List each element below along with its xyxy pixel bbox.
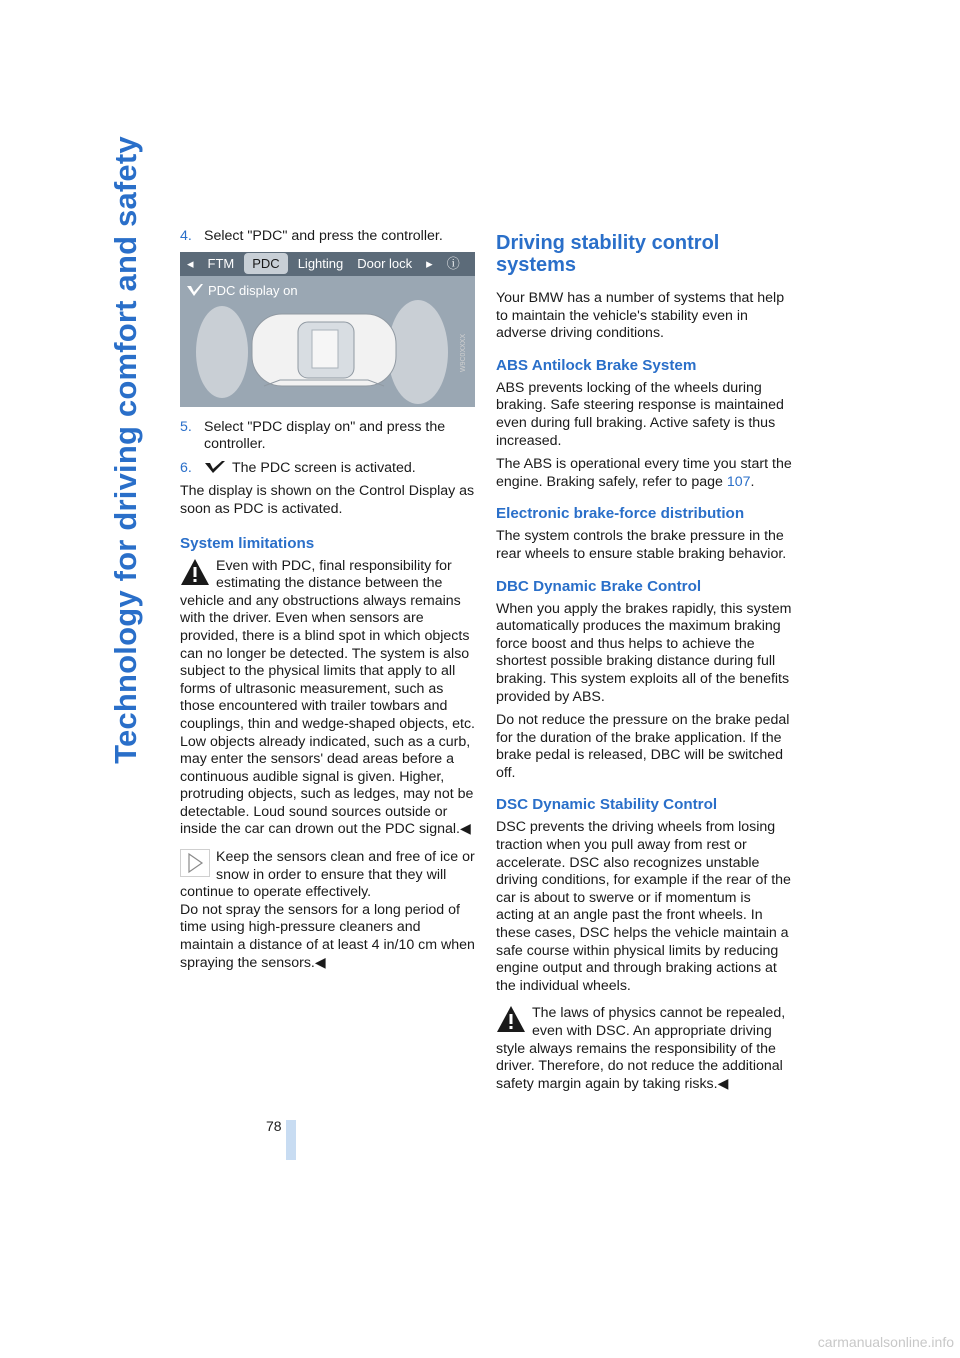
right-column xyxy=(496,232,792,1099)
screen-menu-bar xyxy=(180,252,475,276)
page-number: 78 xyxy=(266,1118,282,1134)
screen-info-icon: ⓘ xyxy=(446,255,460,271)
page-margin-bar xyxy=(286,1120,296,1160)
section-heading-driving-stability: Driving stability control systems xyxy=(496,232,720,276)
screen-tab-lighting: Lighting xyxy=(297,255,344,271)
left-column xyxy=(180,228,476,978)
page-reference-link[interactable]: 107 xyxy=(726,473,751,490)
subheading-ebd: Electronic brake-force distribution xyxy=(496,505,745,523)
checkmark-icon xyxy=(186,283,204,297)
section-heading-system-limitations: System limitations xyxy=(180,534,315,552)
screen-status-text: PDC display on xyxy=(208,282,298,298)
warning-text: Even with PDC, final responsibility for estimating the distance between the vehicle and any obstructions always remains with the driver. Even when sensors are provided, there is a blind spot in which objects can no longer be detected. The system is also subject to the physical limits that apply to all forms of ultrasonic measurement, such as those encountered with trailer towbars and couplings, thin and wedge-shaped objects, etc. Low objects already indicated, such as a curb, may enter the sensors' dead areas before a continuous audible signal is given. Higher, protruding objects, such as ledges, may not be detectable. Loud sound sources outside or inside the car can drown out the PDC signal.◀ xyxy=(180,557,475,838)
pdc-screen-image xyxy=(180,252,475,407)
step-6 xyxy=(180,460,476,478)
pdc-checkmark-icon xyxy=(204,460,228,474)
step-number: 6. xyxy=(180,459,192,476)
warning-triangle-icon xyxy=(496,1005,526,1033)
subheading-dsc: DSC Dynamic Stability Control xyxy=(496,796,718,814)
text: . xyxy=(750,473,755,490)
text: The ABS is operational every time you start the engine. Braking safely, refer to page xyxy=(496,456,792,490)
screen-status xyxy=(186,282,298,300)
warning-text: The laws of physics cannot be repealed, even with DSC. An appropriate driving style always remains the responsibility of the driver. Therefore, do not reduce the additional safety margin again by taking risks.◀ xyxy=(496,1005,786,1092)
subheading-dbc: DBC Dynamic Brake Control xyxy=(496,577,702,595)
info-note xyxy=(180,849,476,972)
screen-tab-pdc: PDC xyxy=(244,253,287,275)
paragraph: When you apply the brakes rapidly, this system automatically produces the maximum braking force boost and thus helps to achieve the shortest possible braking distance during full braking. This system exploits all of the benefits provided by ABS. xyxy=(496,600,792,705)
chapter-title-text: Technology for driving comfort and safety xyxy=(108,136,143,764)
paragraph: Your BMW has a number of systems that help to maintain the vehicle's stability even in adverse driving conditions. xyxy=(496,290,785,342)
screen-arrow-left-icon: ◂ xyxy=(187,255,194,271)
chapter-title xyxy=(96,30,156,870)
subheading-abs: ABS Antilock Brake System xyxy=(496,356,697,374)
step-5 xyxy=(180,419,476,454)
screen-tab-ftm: FTM xyxy=(207,255,235,271)
step-text: Select "PDC display on" and press the controller. xyxy=(204,418,446,453)
paragraph: DSC prevents the driving wheels from losing traction when you pull away from rest or accelerate. DSC also recognizes unstable driving conditions, for example if the rear of the car is about to swerve or if momentum is acting at an angle past the front wheels. In these cases, DSC helps the vehicle maintain a safe course within physical limits by reducing engine output and through braking actions at the individual wheels. xyxy=(496,819,791,994)
step-text: Select "PDC" and press the controller. xyxy=(204,228,443,244)
paragraph: The system controls the brake pressure in the rear wheels to ensure stable braking behavior. xyxy=(496,528,787,562)
warning-note xyxy=(180,558,476,840)
step-text-wrap xyxy=(204,460,476,478)
warning-note xyxy=(496,1005,792,1093)
svg-text:W9C0XXXX: W9C0XXXX xyxy=(460,333,467,372)
step-4 xyxy=(180,228,476,246)
note-text-continued: Do not spray the sensors for a long period of time using high-pressure cleaners and maintain a distance of at least 4 in/10 cm when spraying the sensors.◀ xyxy=(180,901,475,971)
note-text: Keep the sensors clean and free of ice or snow in order to ensure that they will continue to operate effectively. xyxy=(180,849,475,901)
paragraph: Do not reduce the pressure on the brake pedal for the duration of the brake application. If the brake pedal is released, DBC will be switched off. xyxy=(496,712,790,781)
step-number: 5. xyxy=(180,418,192,435)
note-arrow-icon xyxy=(180,849,210,877)
warning-triangle-icon xyxy=(180,558,210,586)
paragraph-with-link xyxy=(496,456,792,491)
step-number: 4. xyxy=(180,228,192,244)
step-text: The PDC screen is activated. xyxy=(232,459,416,476)
paragraph: The display is shown on the Control Display as soon as PDC is activated. xyxy=(180,483,475,517)
screen-arrow-right-icon: ▸ xyxy=(426,255,433,271)
paragraph: ABS prevents locking of the wheels during braking. Safe steering response is maintained even during full braking. Active safety is thus increased. xyxy=(496,379,784,449)
watermark: carmanualsonline.info xyxy=(817,1334,954,1350)
screen-tab-door-lock: Door lock xyxy=(357,255,413,271)
